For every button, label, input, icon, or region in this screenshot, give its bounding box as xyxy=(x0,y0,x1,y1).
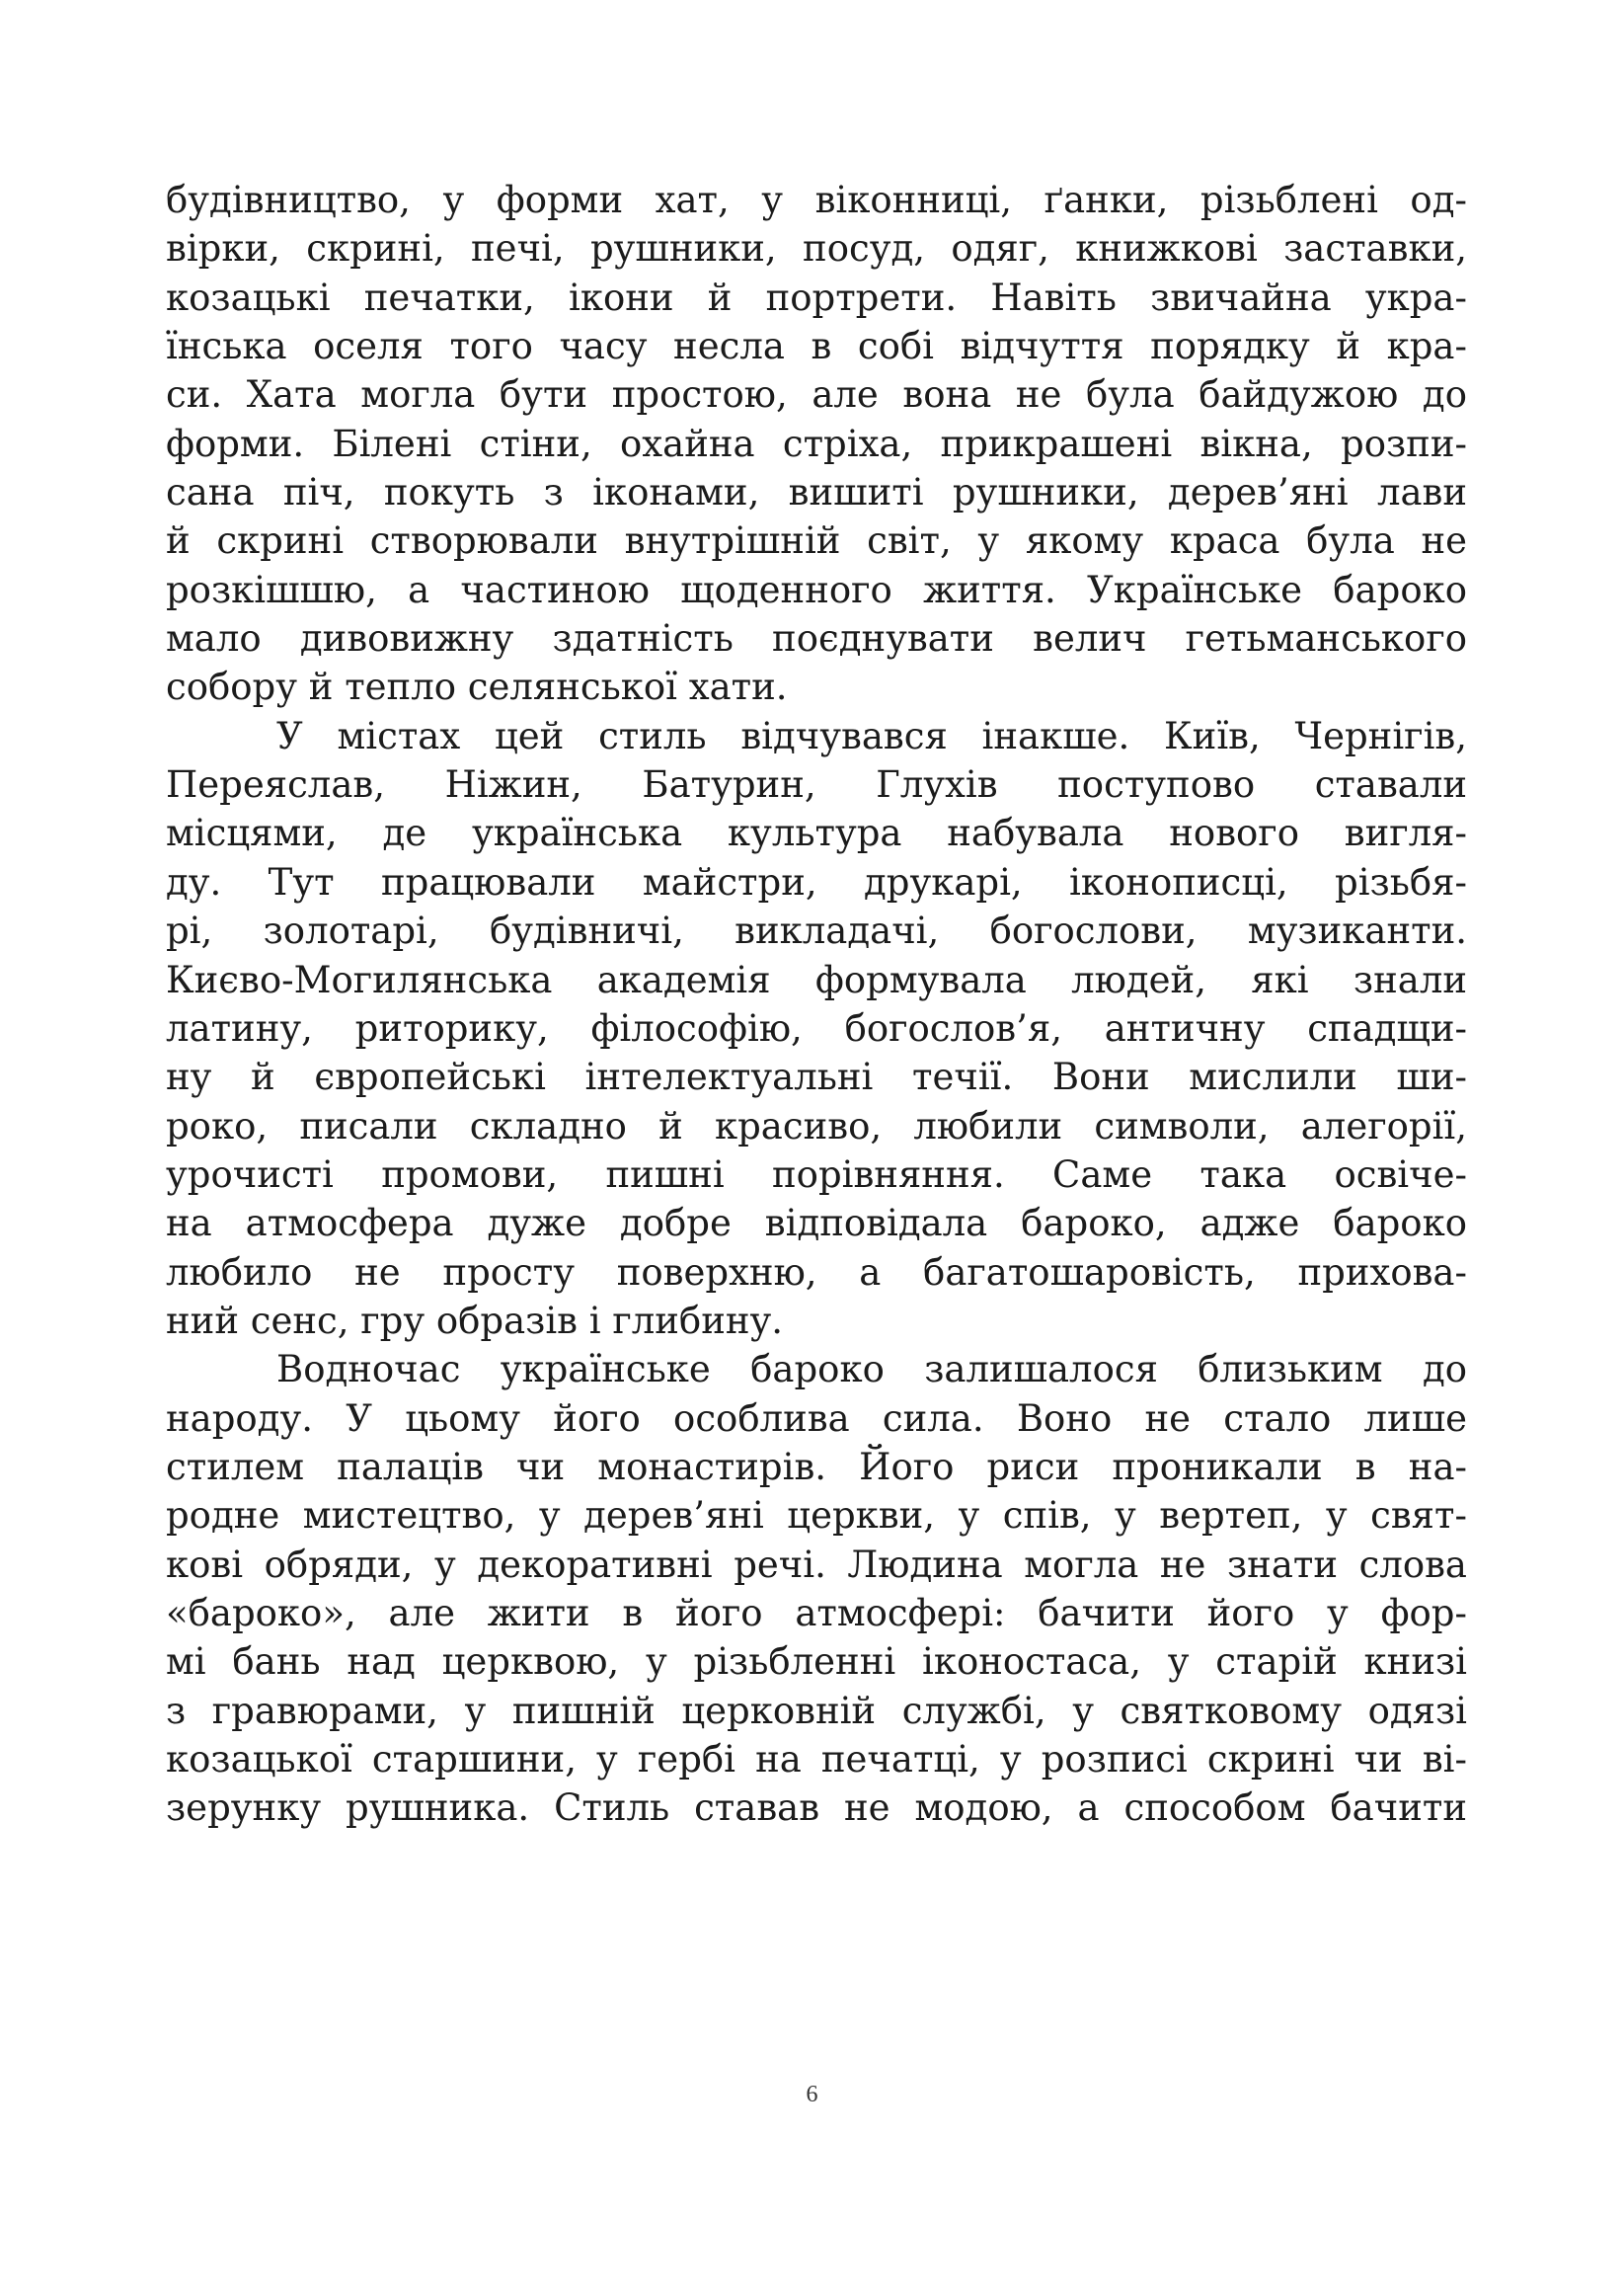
text-line: розкішшю, а частиною щоденного життя. Українське бароко xyxy=(166,568,1467,611)
text-line: ду. Тут працювали майстри, друкарі, іконописці, різьбя- xyxy=(166,860,1467,904)
text-line: родне мистецтво, у дерев’яні церкви, у спів, у вертеп, у свят- xyxy=(166,1494,1467,1538)
text-line: стилем палаців чи монастирів. Його риси проникали в на- xyxy=(166,1445,1467,1488)
text-line: їнська оселя того часу несла в собі відчуття порядку й кра- xyxy=(166,325,1467,368)
text-line: народу. У цьому його особлива сила. Воно не стало лише xyxy=(166,1396,1467,1440)
text-line: й скрині створювали внутрішній світ, у якому краса була не xyxy=(166,519,1467,563)
paragraph-first-line: У містах цей стиль відчувався інакше. Київ, Чернігів, xyxy=(276,714,1467,757)
text-line: Києво-Могилянська академія формувала людей, які знали xyxy=(166,958,1467,1001)
text-line: місцями, де українська культура набувала нового вигля- xyxy=(166,812,1467,855)
text-line: рі, золотарі, будівничі, викладачі, богослови, музиканти. xyxy=(166,910,1467,953)
text-line: латину, риторику, філософію, богослов’я, античну спадщи- xyxy=(166,1006,1467,1050)
text-line: сана піч, покуть з іконами, вишиті рушники, дерев’яні лави xyxy=(166,471,1467,515)
text-line: зерунку рушника. Стиль ставав не модою, а способом бачити xyxy=(166,1786,1467,1830)
text-line: Переяслав, Ніжин, Батурин, Глухів поступово ставали xyxy=(166,763,1467,807)
page-number: 6 xyxy=(806,2082,818,2107)
text-line: вірки, скрині, печі, рушники, посуд, одяг, книжкові заставки, xyxy=(166,227,1467,271)
text-line: козацької старшини, у гербі на печатці, у розписі скрині чи ві- xyxy=(166,1738,1467,1781)
text-line: роко, писали складно й красиво, любили символи, алегорії, xyxy=(166,1104,1467,1148)
text-line: ну й європейські інтелектуальні течії. Вони мислили ши- xyxy=(166,1056,1467,1099)
text-line: мі бань над церквою, у різьбленні іконостаса, у старій книзі xyxy=(166,1640,1467,1684)
text-line: на атмосфера дуже добре відповідала бароко, адже бароко xyxy=(166,1202,1467,1245)
paragraph-last-line: ний сенс, гру образів і глибину. xyxy=(166,1299,784,1342)
text-line: з гравюрами, у пишній церковній службі, у святковому одязі xyxy=(166,1689,1467,1732)
text-line: форми. Білені стіни, охайна стріха, прикрашені вікна, розпи- xyxy=(166,422,1467,465)
text-line: козацькі печатки, ікони й портрети. Навіть звичайна укра- xyxy=(166,276,1467,319)
text-line: «бароко», але жити в його атмосфері: бачити його у фор- xyxy=(166,1591,1467,1634)
text-line: любило не просту поверхню, а багатошаровість, прихова- xyxy=(166,1250,1467,1294)
paragraph-first-line: Водночас українське бароко залишалося близьким до xyxy=(276,1348,1467,1391)
body-text xyxy=(166,176,1467,1833)
text-line: урочисті промови, пишні порівняння. Саме така освіче- xyxy=(166,1152,1467,1196)
paragraph-last-line: собору й тепло селянської хати. xyxy=(166,666,788,709)
text-line: мало дивовижну здатність поєднувати велич гетьманського xyxy=(166,617,1467,661)
text-line: будівництво, у форми хат, у віконниці, ґанки, різьблені од- xyxy=(166,179,1467,221)
text-line: си. Хата могла бути простою, але вона не була байдужою до xyxy=(166,373,1467,417)
text-line: кові обряди, у декоративні речі. Людина могла не знати слова xyxy=(166,1543,1467,1586)
